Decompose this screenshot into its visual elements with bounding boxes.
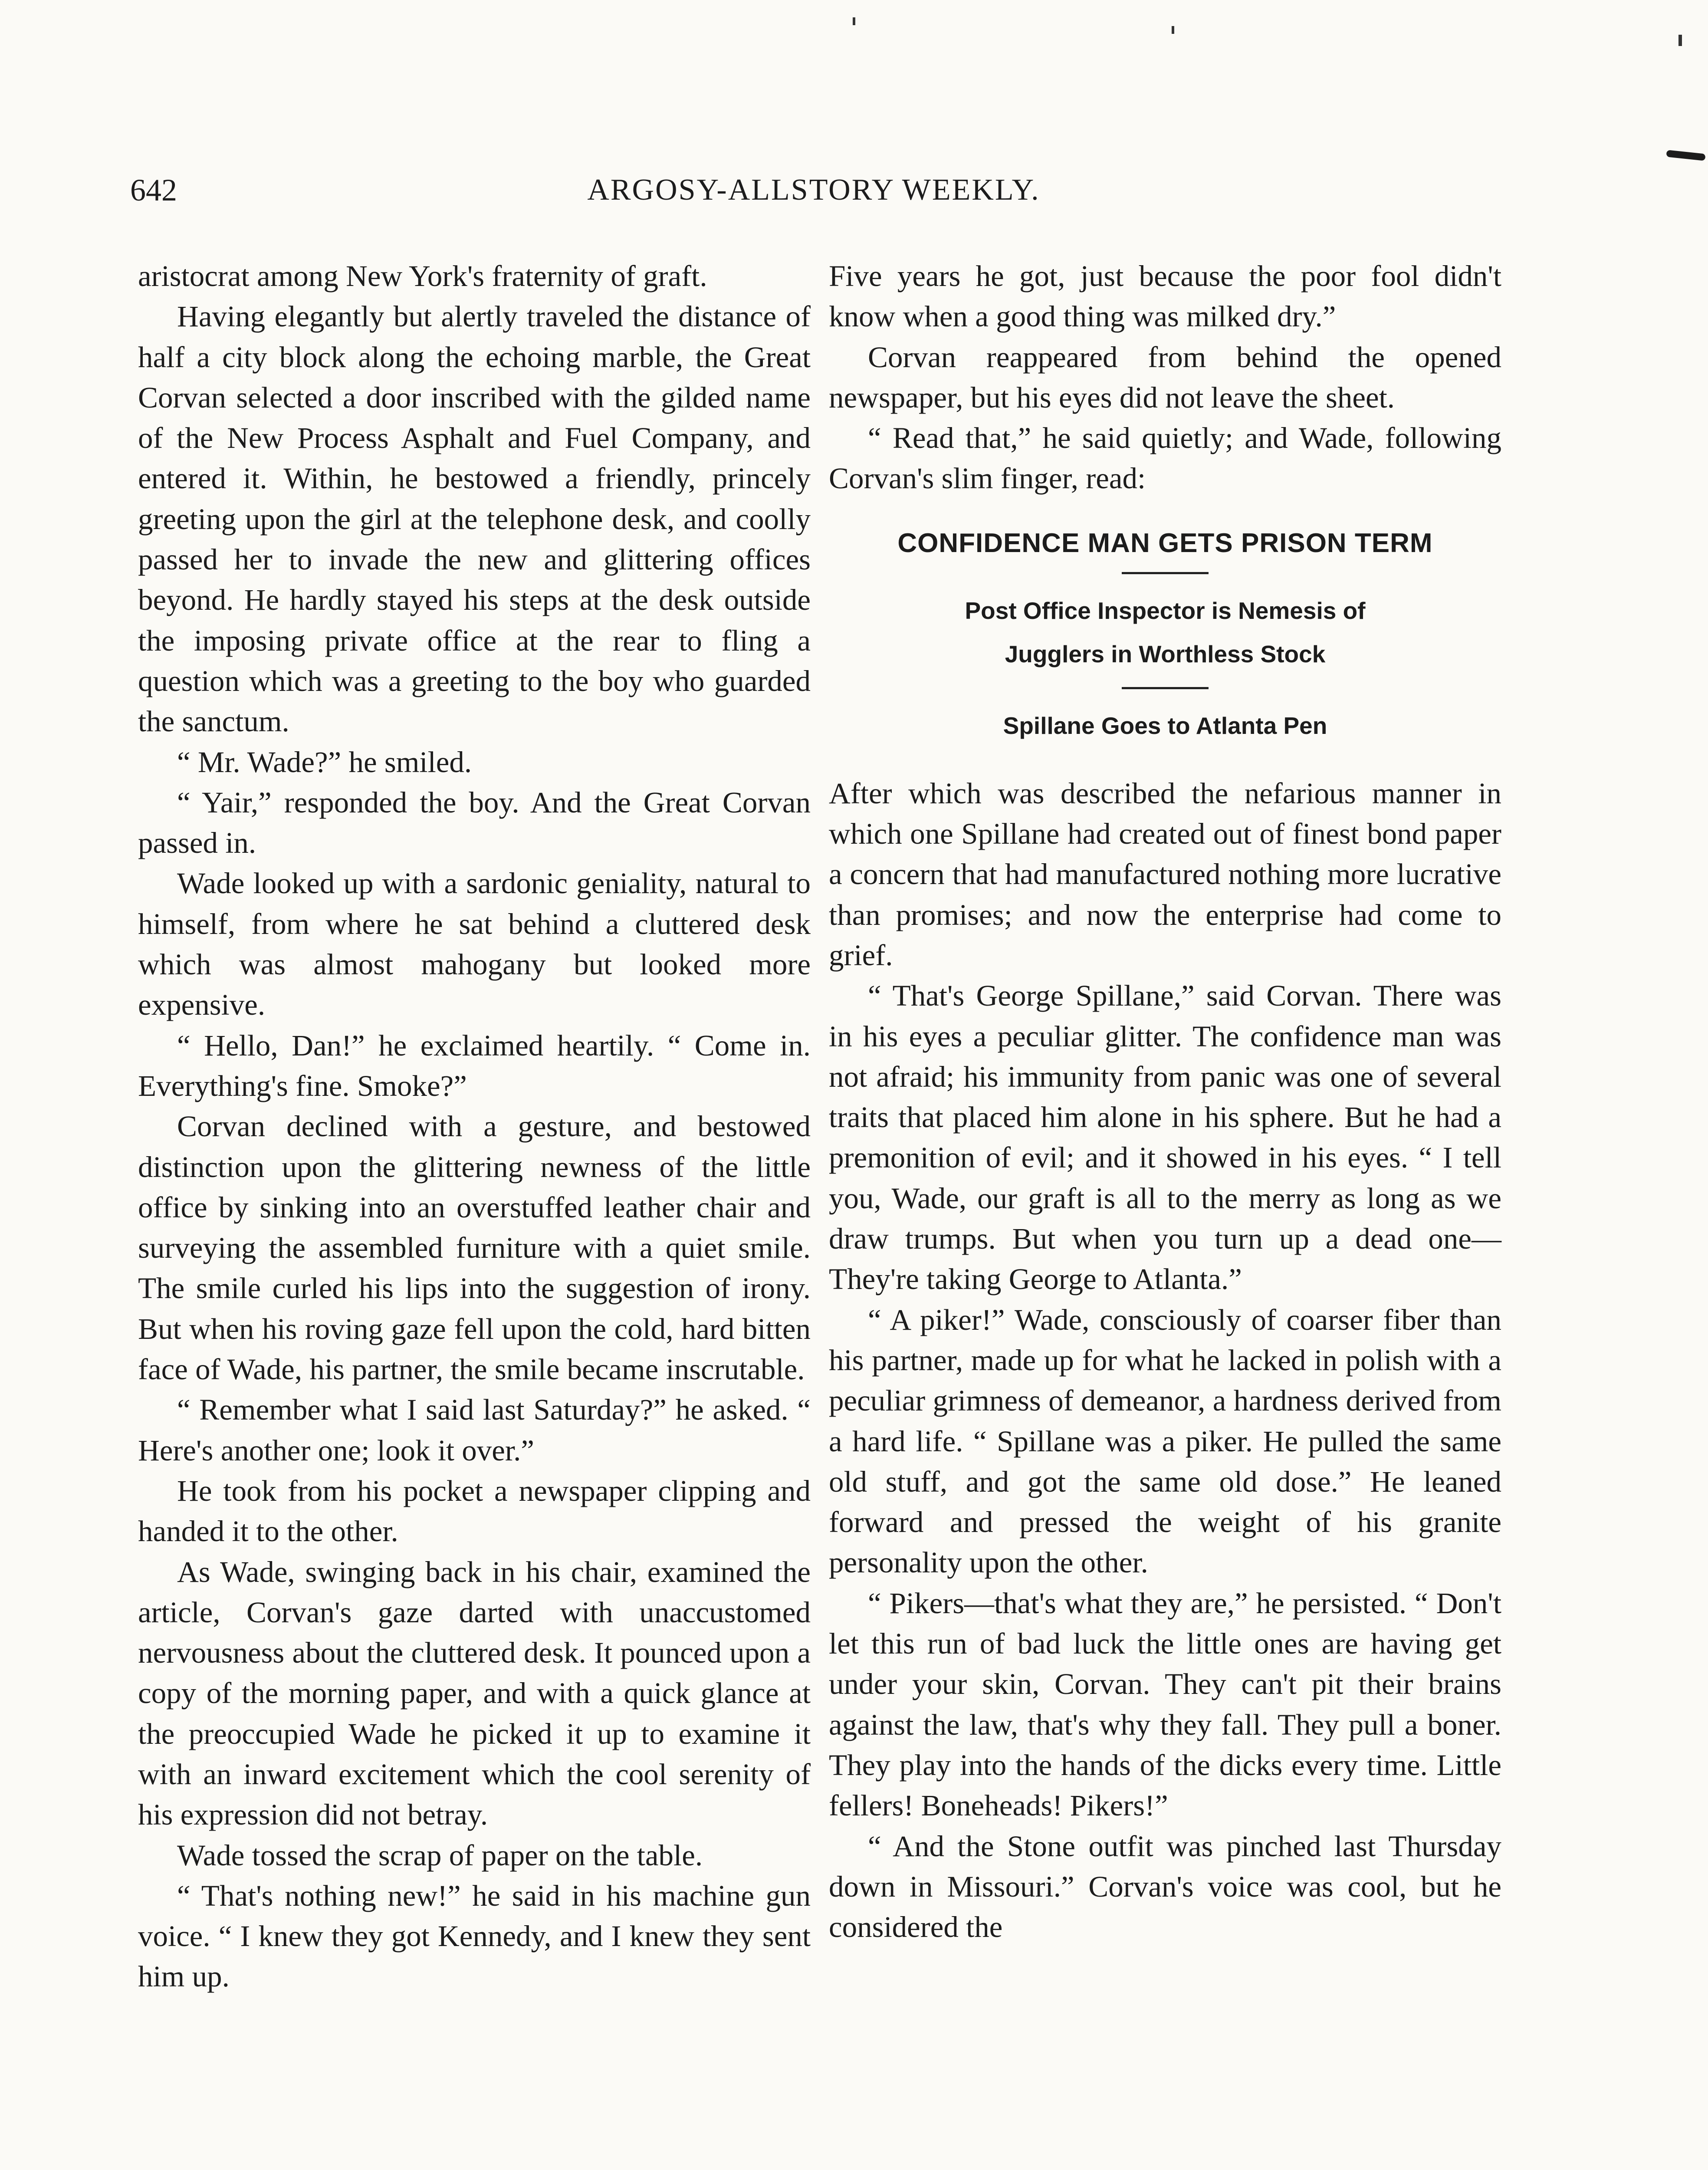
paragraph: “ A piker!” Wade, consciously of coarser fiber than his partner, made up for what he lacked in polish with a peculiar grimness of demeanor, a hardness derived from a hard life. “ Spillane was a piker. He pulled the same old stuff, and got the same old dose.” He leaned forward and pressed the weight of his granite personality upon the other. — [829, 1303, 1501, 1579]
paragraph: “ Pikers—that's what they are,” he persisted. “ Don't let this run of bad luck the little ones are having get under your skin, Corvan. They can't pit their brains against the law, that's why they fall. They pull a boner. They play into the hands of the dicks every time. Little fellers! Boneheads! Pikers!” — [829, 1586, 1501, 1822]
running-title: ARGOSY-ALLSTORY WEEKLY. — [587, 173, 1040, 207]
paragraph: “ That's George Spillane,” said Corvan. There was in his eyes a peculiar glitter. The confidence man was not afraid; his immunity from panic was one of several traits that placed him alone in his sphere. But he had a premonition of evil; and it showed in his eyes. “ I tell you, Wade, our graft is all to the merry as long as we draw trumps. But when you turn up a dead one— They're taking George to Atlanta.” — [829, 979, 1501, 1296]
paragraph: Corvan reappeared from behind the opened newspaper, but his eyes did not leave the sheet. — [829, 340, 1501, 414]
divider — [1122, 572, 1209, 574]
paragraph: After which was described the nefarious manner in which one Spillane had created out of finest bond paper a concern that had manufactured nothing more lucrative than promises; and now the enterprise had come to grief. — [829, 776, 1501, 972]
clipping-deck: Post Office Inspector is Nemesis of — [965, 597, 1366, 624]
paragraph: “ That's nothing new!” he said in his machine gun voice. “ I knew they got Kennedy, and I knew they sent him up. — [138, 1879, 811, 1993]
paragraph: “ Remember what I said last Saturday?” he asked. “ Here's another one; look it over.” — [138, 1393, 811, 1467]
divider — [1122, 687, 1209, 689]
paragraph: “ Yair,” responded the boy. And the Great Corvan passed in. — [138, 786, 811, 860]
paragraph: Five years he got, just because the poor fool didn't know when a good thing was milked dry.” — [829, 260, 1501, 333]
scan-mark — [1172, 26, 1174, 34]
scan-mark — [1666, 150, 1705, 161]
paragraph: Wade looked up with a sardonic geniality, natural to himself, from where he sat behind a cluttered desk which was almost mahogany but looked more expensive. — [138, 867, 811, 1022]
paragraph: As Wade, swinging back in his chair, examined the article, Corvan's gaze darted with unaccustomed nervousness about the cluttered desk. It pounced upon a copy of the morning paper, and with a quick glance at the preoccupied Wade he picked it up to examine it with an inward excitement which the cool serenity of his expression did not betray. — [138, 1555, 811, 1831]
paragraph: Corvan declined with a gesture, and bestowed distinction upon the glittering newness of the little office by sinking into an overstuffed leather chair and surveying the assembled furniture with a quiet smile. The smile curled his lips into the suggestion of irony. But when his roving gaze fell upon the cold, hard bitten face of Wade, his partner, the smile became inscrutable. — [138, 1110, 811, 1386]
page-number: 642 — [130, 173, 177, 207]
paragraph: Wade tossed the scrap of paper on the table. — [177, 1838, 703, 1872]
paragraph: “ And the Stone outfit was pinched last Thursday down in Missouri.” Corvan's voice was cool, but he considered the — [829, 1829, 1501, 1944]
clipping-subdeck: Spillane Goes to Atlanta Pen — [1003, 712, 1327, 739]
news-clipping — [829, 526, 1501, 747]
scan-mark — [1678, 35, 1682, 46]
page-header — [130, 168, 1497, 216]
paragraph: aristocrat among New York's fraternity of graft. — [138, 260, 707, 293]
clipping-deck: Jugglers in Worthless Stock — [1005, 640, 1326, 667]
paragraph: He took from his pocket a newspaper clipping and handed it to the other. — [138, 1474, 811, 1548]
paragraph: “ Read that,” he said quietly; and Wade, following Corvan's slim finger, read: — [829, 421, 1501, 495]
paragraph: Having elegantly but alertly traveled the distance of half a city block along the echoing marble, the Great Corvan selected a door inscribed with the gilded name of the New Process Asphalt and Fuel Company, and entered it. Within, he bestowed a friendly, princely greeting upon the girl at the telephone desk, and coolly passed her to invade the new and glittering offices beyond. He hardly stayed his steps at the desk outside the imposing private office at the rear to fling a question which was a greeting to the boy who guarded the sanctum. — [138, 300, 811, 738]
scan-mark — [853, 17, 855, 25]
paragraph: “ Mr. Wade?” he smiled. — [177, 745, 472, 779]
paragraph: “ Hello, Dan!” he exclaimed heartily. “ Come in. Everything's fine. Smoke?” — [138, 1029, 811, 1102]
left-column — [138, 256, 811, 1997]
clipping-headline: CONFIDENCE MAN GETS PRISON TERM — [897, 528, 1433, 558]
right-column — [829, 256, 1501, 1947]
